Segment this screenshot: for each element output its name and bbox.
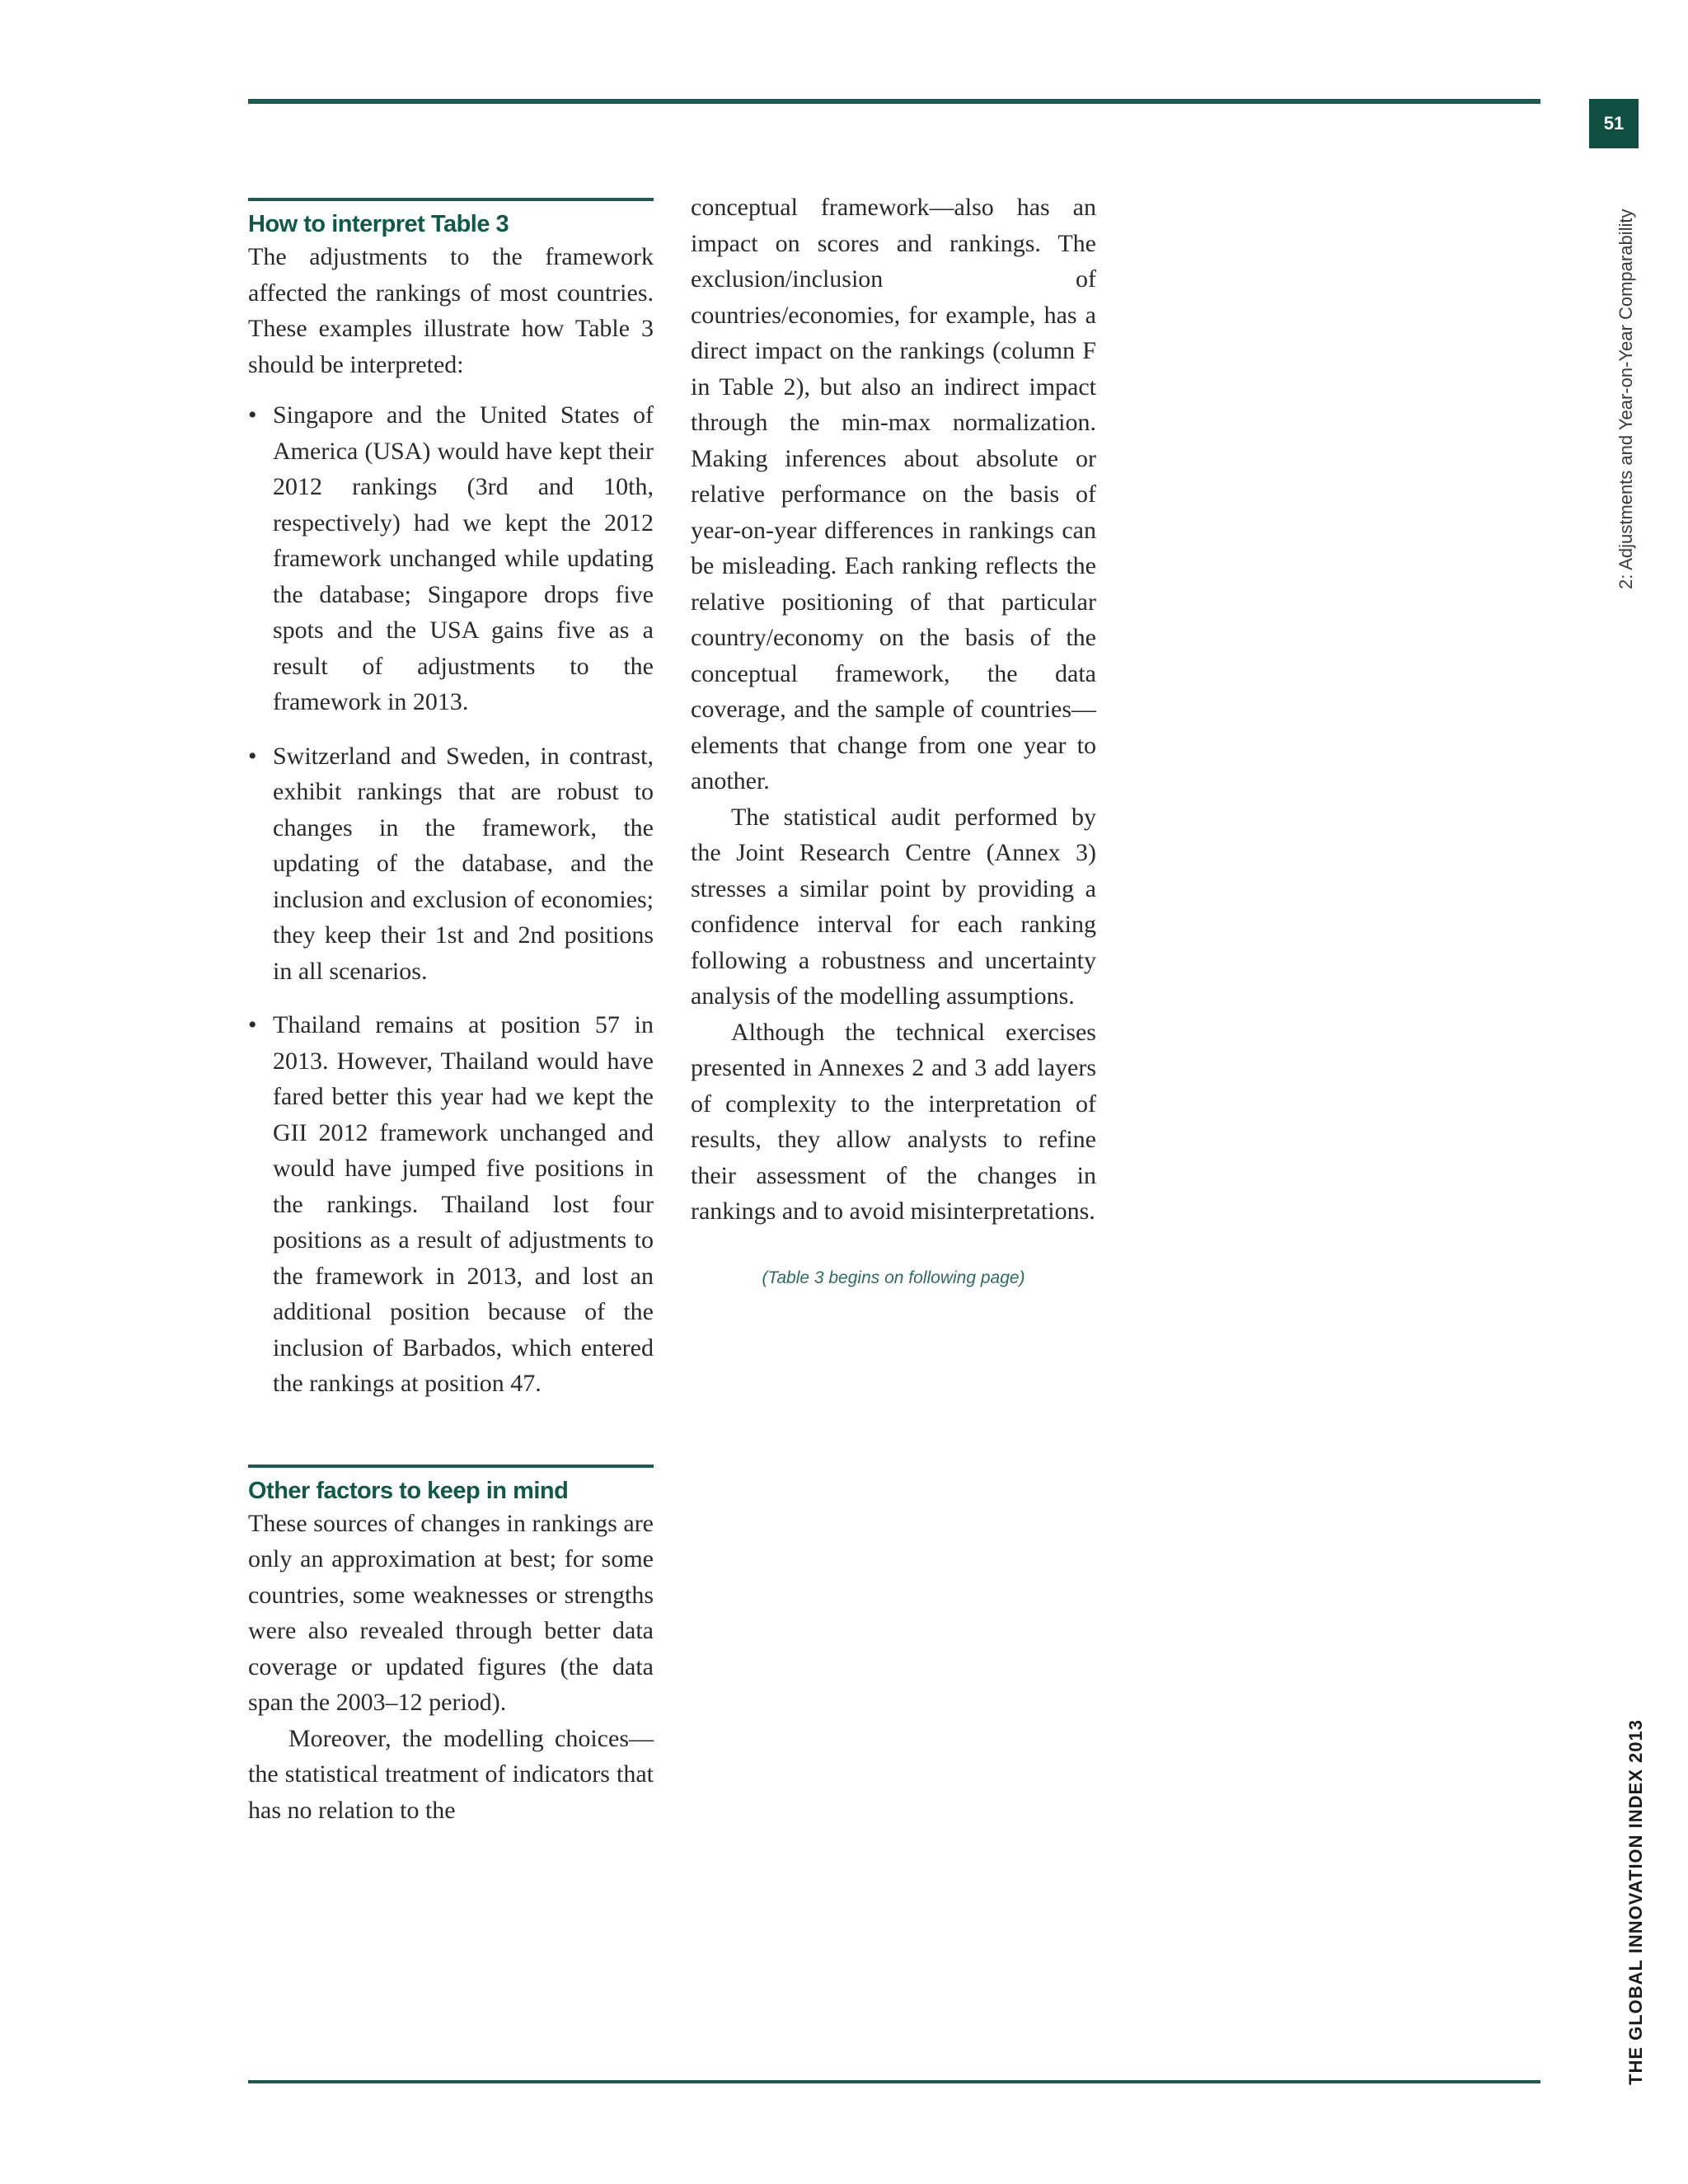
section-heading-other-factors: Other factors to keep in mind: [248, 1465, 654, 1506]
chapter-running-title: 2: Adjustments and Year-on-Year Comparability: [1615, 209, 1636, 589]
bullet-list: [248, 397, 654, 1402]
section-intro-paragraph: The adjustments to the framework affected the rankings of most countries. These examples illustrate how Table 3 should be interpreted:: [248, 243, 654, 378]
body-paragraph: These sources of changes in rankings are only an approximation at best; for some countries, some weaknesses or strengths were also revealed through better data coverage or updated figures (the data span the 2003–12 period).: [248, 1509, 654, 1716]
bullet-item: • Thailand remains at position 57 in 2013. However, Thailand would have fared better this year had we kept the GII 2012 framework unchanged and would have jumped five positions in the rankings. Thailand lost four positions as a result of adjustments to the framework in 2013, and lost an additional position because of the inclusion of Barbados, which entered the rankings at position 47.: [248, 1007, 654, 1402]
bullet-item: • Singapore and the United States of America (USA) would have kept their 2012 rankings (3rd and 10th, respectively) had we kept the 2012 framework unchanged while updating the database; Singapore drops five spots and the USA gains five as a result of adjustments to the framework in 2013.: [248, 397, 654, 720]
section-heading-interpret: How to interpret Table 3: [248, 198, 654, 239]
left-column: [248, 198, 654, 1828]
bottom-rule: [248, 2080, 1540, 2083]
bullet-item: • Switzerland and Sweden, in contrast, exhibit rankings that are robust to changes in the framework, the updating of the database, and the inclusion and exclusion of economies; they keep their 1st and 2nd positions in all scenarios.: [248, 738, 654, 990]
top-rule: [248, 99, 1540, 104]
right-column: [691, 190, 1096, 1291]
body-paragraph: Although the technical exercises presented in Annexes 2 and 3 add layers of complexity to the interpretation of results, they allow analysts to refine their assessment of the changes in rankings and to avoid misinterpretations.: [691, 1018, 1096, 1225]
body-paragraph: conceptual framework—also has an impact on scores and rankings. The exclusion/inclusion of countries/economies, for example, has a direct impact on the rankings (column F in Table 2), but also an indirect impact through the min-max normalization. Making inferences about absolute or relative performance on the basis of year-on-year differences in rankings can be misleading. Each ranking reflects the relative positioning of that particular country/economy on the basis of the conceptual framework, the data coverage, and the sample of countries—elements that change from one year to another.: [691, 194, 1096, 794]
publication-running-title: THE GLOBAL INNOVATION INDEX 2013: [1625, 1719, 1646, 2085]
body-paragraph: The statistical audit performed by the Joint Research Centre (Annex 3) stresses a similar point by providing a confidence interval for each ranking following a robustness and uncertainty analysis of the modelling assumptions.: [691, 803, 1096, 1010]
table-continuation-note: (Table 3 begins on following page): [762, 1268, 1025, 1287]
body-paragraph: Moreover, the modelling choices—the statistical treatment of indicators that has no relation to the: [248, 1724, 654, 1824]
page-number: 51: [1589, 99, 1639, 148]
